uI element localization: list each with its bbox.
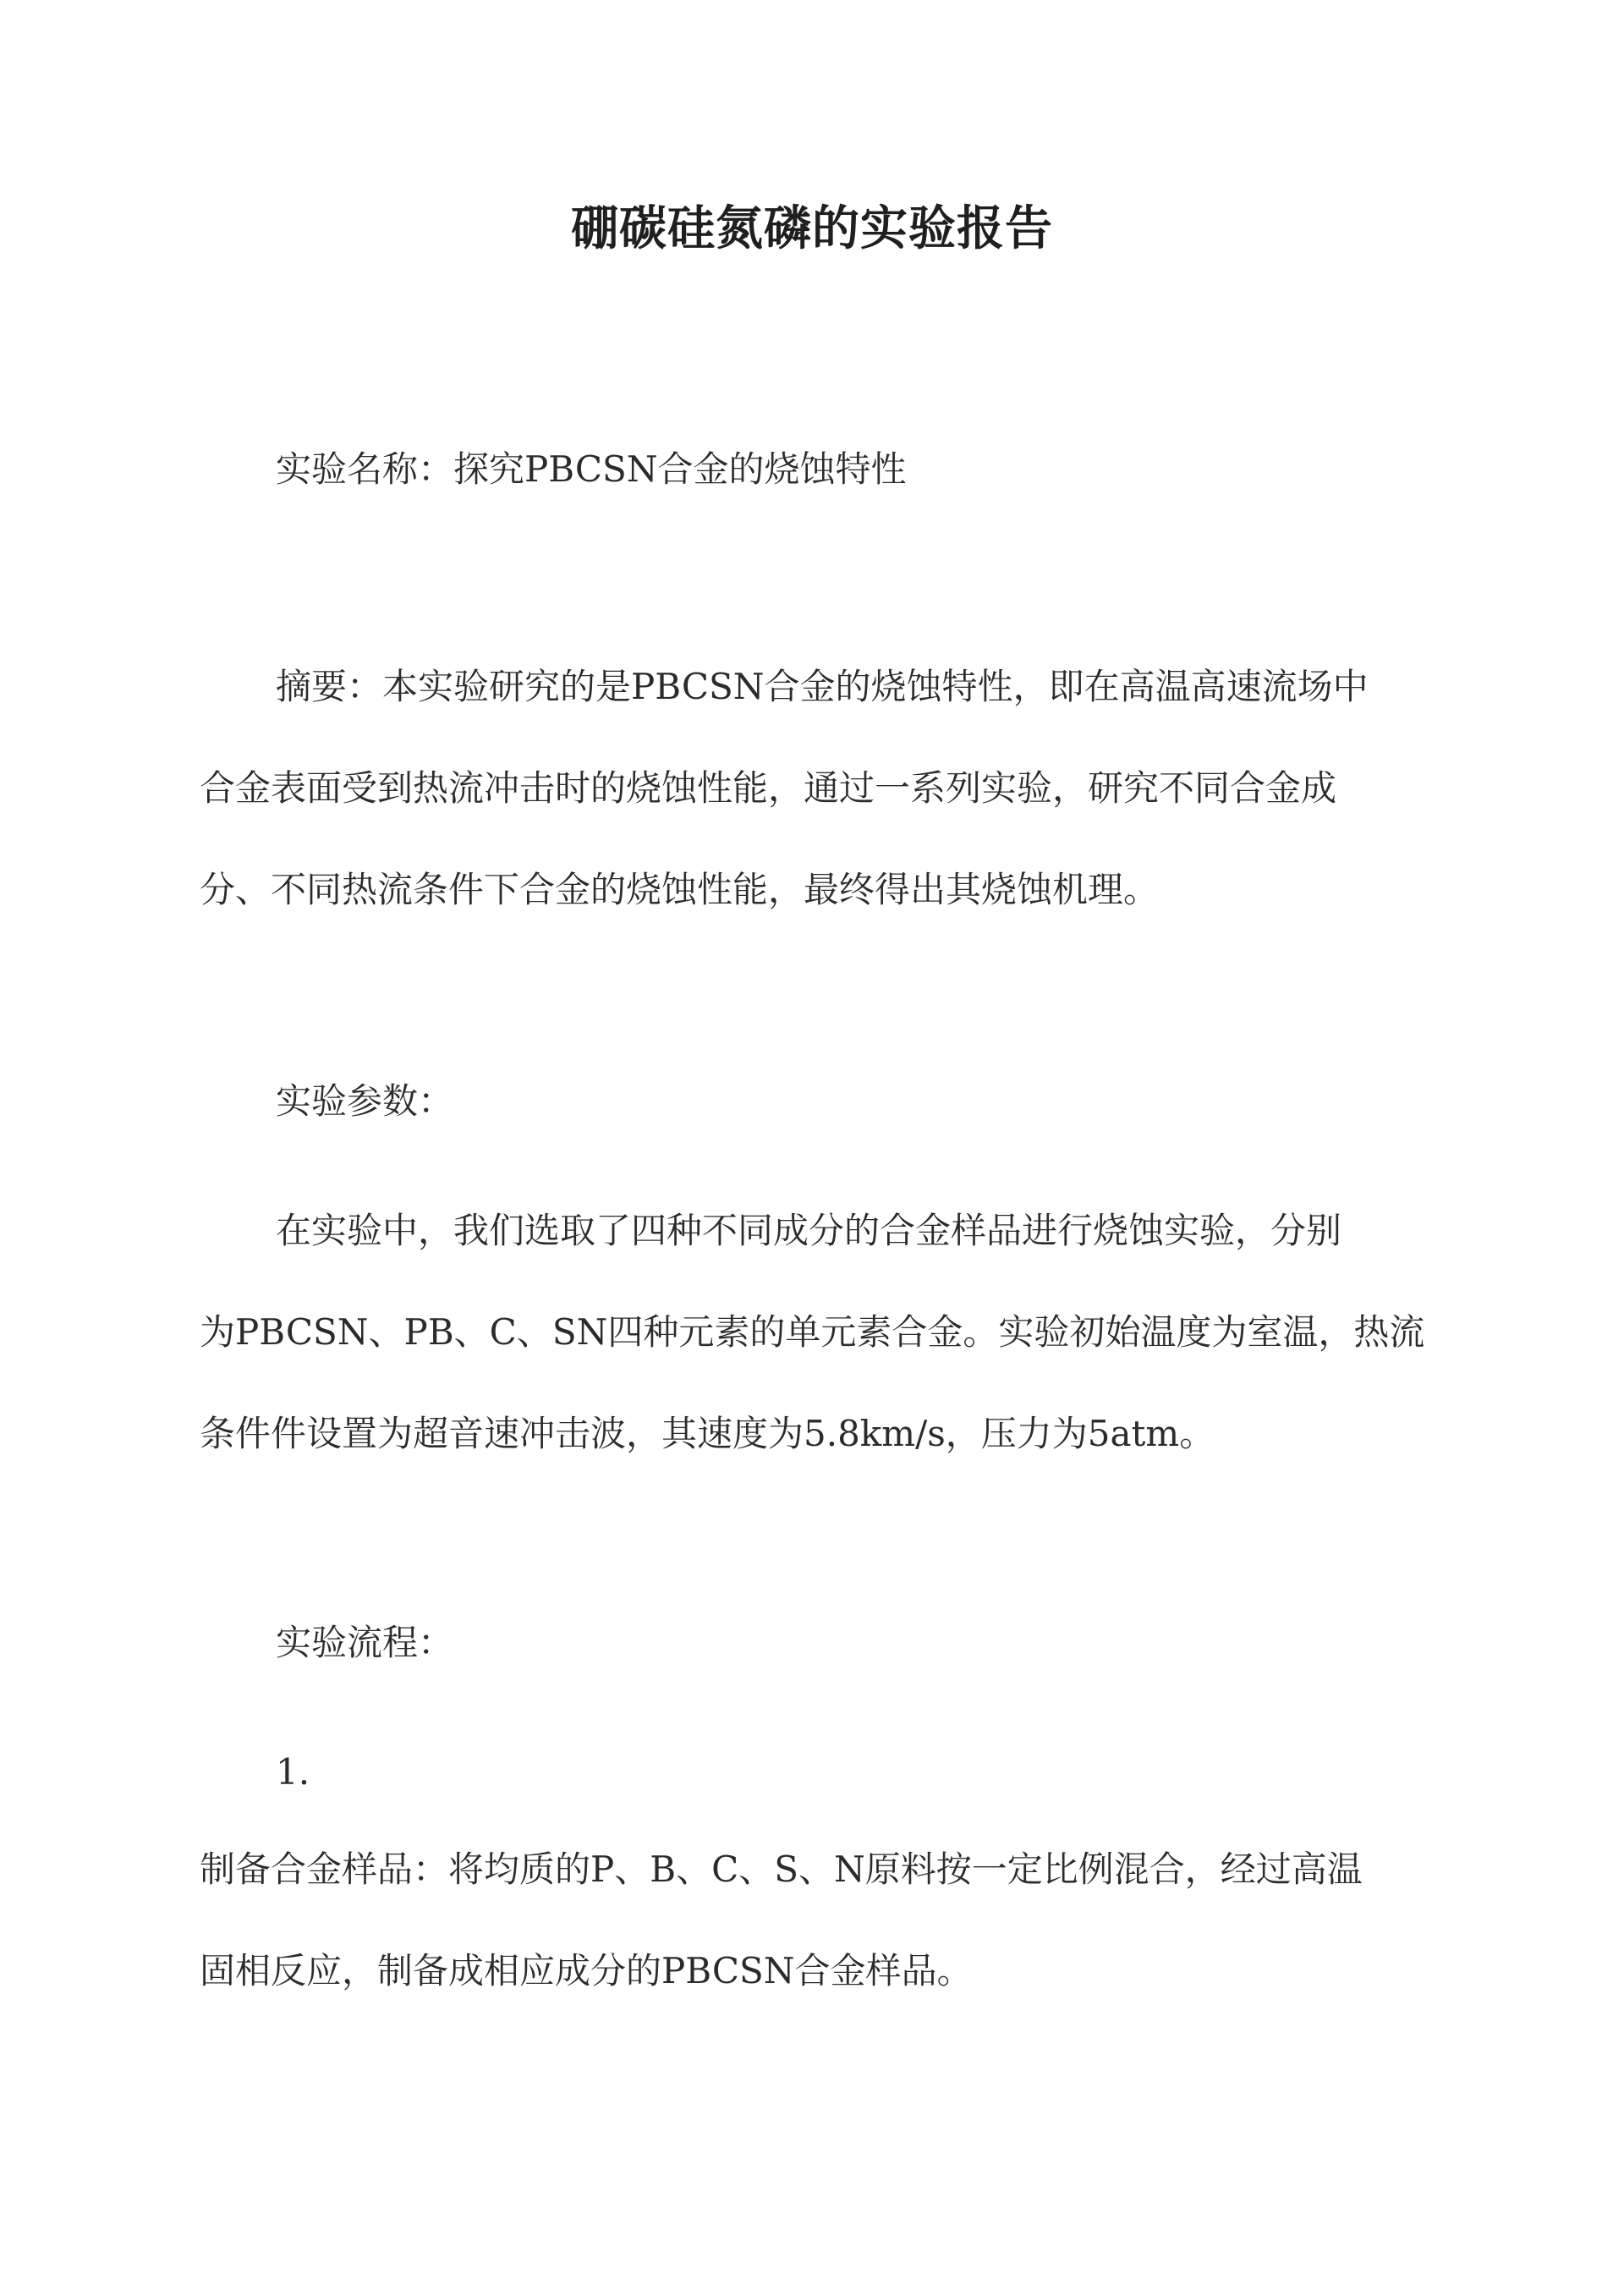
step-number: 1.: [276, 1751, 310, 1793]
abstract-paragraph: [200, 636, 1435, 941]
params-line: 条件件设置为超音速冲击波，其速度为5.8km/s，压力为5atm。: [200, 1413, 1215, 1454]
step-line: 制备合金样品：将均质的P、B、C、S、N原料按一定比例混合，经过高温: [200, 1848, 1363, 1890]
document-title: 硼碳硅氮磷的实验报告: [571, 200, 1053, 256]
experiment-name: [200, 419, 1435, 520]
step-line: 固相反应，制备成相应成分的PBCSN合金样品。: [200, 1950, 973, 1991]
params-heading-line: 实验参数：: [276, 1080, 454, 1122]
params-line: 为PBCSN、PB、C、SN四种元素的单元素合金。实验初始温度为室温，热流: [200, 1311, 1425, 1353]
params-paragraph: [200, 1180, 1435, 1485]
params-heading: [200, 1051, 1435, 1152]
step-1-paragraph: [200, 1819, 1435, 2022]
params-line: 在实验中，我们选取了四种不同成分的合金样品进行烧蚀实验，分别: [276, 1210, 1342, 1251]
abstract-line: 分、不同热流条件下合金的烧蚀性能，最终得出其烧蚀机理。: [200, 869, 1160, 910]
process-heading-line: 实验流程：: [276, 1622, 454, 1663]
abstract-line: 合金表面受到热流冲击时的烧蚀性能，通过一系列实验，研究不同合金成: [200, 767, 1337, 809]
experiment-name-line: 实验名称：探究PBCSN合金的烧蚀特性: [276, 448, 907, 490]
process-heading: [200, 1592, 1435, 1694]
abstract-line: 摘要：本实验研究的是PBCSN合金的烧蚀特性，即在高温高速流场中: [276, 666, 1369, 707]
step-1-number: [200, 1722, 1435, 1823]
